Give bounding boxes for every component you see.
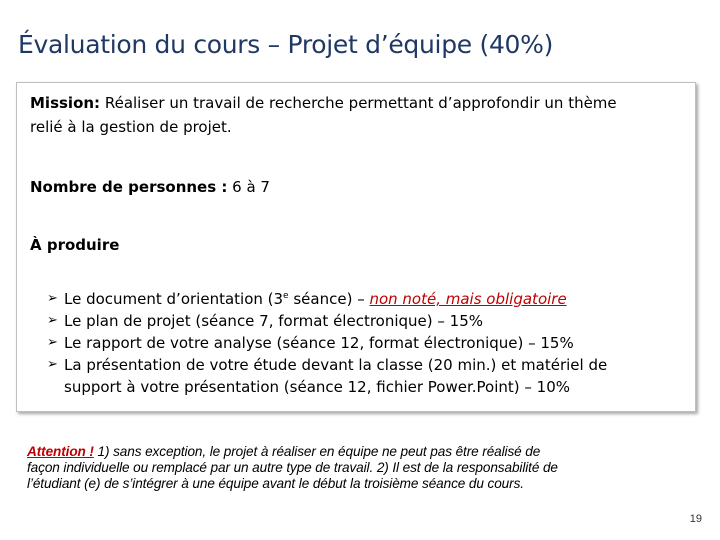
slide-title: Évaluation du cours – Projet d’équipe (40%) (18, 30, 554, 59)
arrow-bullet-icon: ➢ (47, 357, 58, 372)
team-size-value: 6 à 7 (232, 178, 270, 196)
deliverables-list (47, 288, 607, 398)
item-text-line-2: support à votre présentation (séance 12, fichier Power.Point) – 10% (64, 378, 571, 396)
arrow-bullet-icon: ➢ (47, 313, 58, 328)
content-box (16, 82, 696, 412)
item-text: La présentation de votre étude devant la classe (20 min.) et matériel de (64, 356, 608, 374)
list-item (47, 288, 607, 310)
mission-line-1 (30, 92, 617, 114)
mission-label: Mission: (30, 94, 101, 112)
attention-note (27, 444, 702, 492)
attention-line-1: 1) sans exception, le projet à réaliser en équipe ne peut pas être réalisé de (93, 444, 541, 459)
item-text: Le rapport de votre analyse (séance 12, format électronique) – 15% (64, 334, 574, 352)
arrow-bullet-icon: ➢ (47, 291, 58, 306)
team-size-label: Nombre de personnes : (30, 178, 228, 196)
team-size (30, 176, 270, 198)
deliverables-heading: À produire (30, 236, 120, 254)
item-text: Le plan de projet (séance 7, format électronique) – 15% (64, 312, 484, 330)
attention-label: Attention ! (27, 444, 94, 459)
item-text: Le document d’orientation (3 (64, 290, 284, 308)
attention-line-2: façon individuelle ou remplacé par un autre type de travail. 2) Il est de la responsabilité de (27, 460, 558, 475)
item-text-cont: séance) – (288, 290, 370, 308)
list-item (47, 354, 607, 398)
list-item (47, 332, 607, 354)
mission-line-2: relié à la gestion de projet. (30, 118, 232, 136)
page-number: 19 (689, 513, 702, 525)
attention-line-3: l’étudiant (e) de s’intégrer à une équipe avant le début la troisième séance du cours. (27, 476, 524, 491)
arrow-bullet-icon: ➢ (47, 335, 58, 350)
ordinal-superscript: e (283, 291, 289, 301)
list-item (47, 310, 607, 332)
mandatory-note: non noté, mais obligatoire (369, 290, 567, 308)
mission-text-1: Réaliser un travail de recherche permettant d’approfondir un thème (104, 94, 617, 112)
